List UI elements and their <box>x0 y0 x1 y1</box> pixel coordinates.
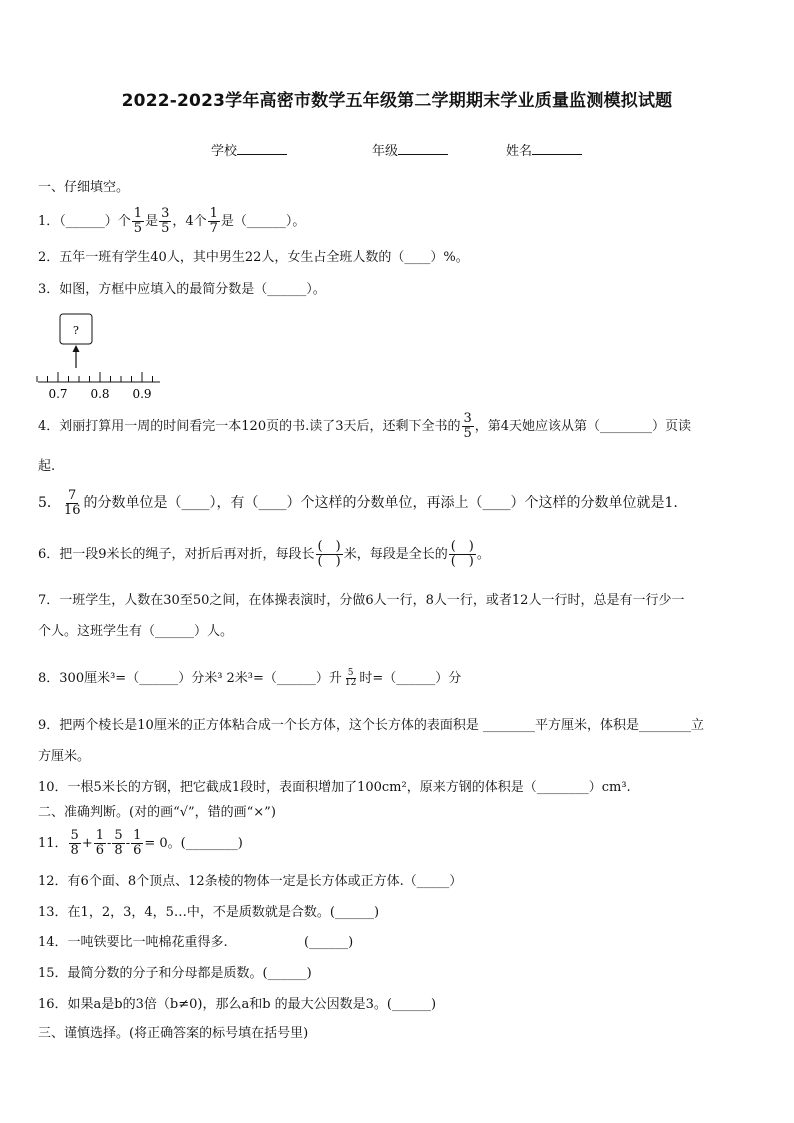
question-7: 7．一班学生，人数在30至50之间，在体操表演时，分做6人一行，8人一行，或者12人一行时，总是有一行少一 <box>38 593 685 608</box>
q11-plus: + <box>81 836 93 851</box>
question-13: 13．在1，2，3，4，5…中，不是质数就是合数。(______) <box>38 905 380 920</box>
q8-fraction: $\frac{5}{12}$ <box>344 668 357 688</box>
name-blank[interactable] <box>532 142 582 155</box>
tick-label-0-8: 0.8 <box>90 387 110 401</box>
q11-minus-1: - <box>107 836 112 851</box>
q11-text-a: 11． <box>38 836 68 851</box>
school-blank[interactable] <box>237 142 287 155</box>
question-7-cont: 个人。这班学生有（______）人。 <box>38 624 234 639</box>
tick-label-0-7: 0.7 <box>48 387 68 401</box>
q4-text-b: ，第4天她应该从第（________）页读 <box>474 419 692 434</box>
tick-label-0-9: 0.9 <box>132 387 152 401</box>
question-15: 15．最简分数的分子和分母都是质数。(______) <box>38 966 312 981</box>
question-9-cont: 方厘米。 <box>38 749 91 764</box>
q1-fraction-2: $\frac{3}{5}$ <box>161 206 170 236</box>
arrow-head-icon <box>73 345 80 352</box>
q6-blank-fraction-2[interactable]: $\frac{( )}{( )}$ <box>450 539 474 569</box>
question-10: 10．一根5米长的方钢，把它截成1段时，表面积增加了100cm²，原来方钢的体积是（________）cm³. <box>38 780 631 795</box>
name-field <box>506 140 582 159</box>
q5-text-a: 5． <box>38 495 61 511</box>
number-line-figure <box>36 312 166 404</box>
question-5 <box>38 486 678 520</box>
question-14 <box>38 934 228 952</box>
section-2-title: 二、准确判断。(对的画“√”，错的画“×”) <box>38 805 276 820</box>
section-3-title: 三、谨慎选择。(将正确答案的标号填在括号里) <box>38 1026 309 1041</box>
school-label: 学校 <box>211 144 238 159</box>
q8-text-b: 时=（______）分 <box>359 671 462 686</box>
question-6 <box>38 537 490 573</box>
question-9: 9．把两个棱长是10厘米的正方体粘合成一个长方体，这个长方体的表面积是 ________平方厘米，体积是________立 <box>38 718 704 733</box>
q11-fraction-4: $\frac{1}{6}$ <box>133 828 142 858</box>
q11-fraction-1: $\frac{5}{8}$ <box>70 828 79 858</box>
q1-text-b: 是 <box>145 214 159 229</box>
grade-blank[interactable] <box>398 142 448 155</box>
q14-text-a: 14．一吨铁要比一吨棉花重得多. <box>38 935 228 950</box>
q4-text-a: 4．刘丽打算用一周的时间看完一本120页的书.读了3天后，还剩下全书的 <box>38 419 461 434</box>
section-1-title: 一、仔细填空。 <box>38 180 130 195</box>
q1-text-a: 1．（______）个 <box>38 214 131 229</box>
q5-fraction: $\frac{7}{16}$ <box>63 487 81 518</box>
q11-minus-2: - <box>125 836 131 851</box>
question-4 <box>38 411 691 443</box>
question-4-cont: 起. <box>38 459 56 474</box>
answer-box-label: ? <box>73 324 79 337</box>
question-16: 16．如果a是b的3倍（b≠0)，那么a和b 的最大公因数是3。(______) <box>38 997 437 1012</box>
minor-ticks <box>37 372 153 382</box>
q4-fraction: $\frac{3}{5}$ <box>463 411 472 441</box>
grade-label: 年级 <box>372 144 399 159</box>
question-11 <box>38 828 243 860</box>
q11-fraction-3: $\frac{5}{8}$ <box>114 828 123 858</box>
q11-text-b: = 0。(________) <box>144 836 243 851</box>
q5-text-b: 的分数单位是（____），有（____）个这样的分数单位，再添上（____）个这样的分数单位就是1. <box>83 495 678 511</box>
q1-text-d: 是（______）。 <box>220 214 306 229</box>
q1-fraction-3: $\frac{1}{7}$ <box>209 206 218 236</box>
question-8 <box>38 666 461 692</box>
question-3: 3．如图，方框中应填入的最简分数是（______）。 <box>38 282 326 297</box>
q6-text-c: 。 <box>476 547 490 562</box>
question-12: 12．有6个面、8个顶点、12条棱的物体一定是长方体或正方体.（_____） <box>38 874 463 889</box>
q1-text-c: ，4个 <box>172 214 207 229</box>
q6-text-b: 米，每段是全长的 <box>343 547 448 562</box>
q11-fraction-2: $\frac{1}{6}$ <box>95 828 105 858</box>
grade-field <box>372 140 448 159</box>
q8-text-a: 8．300厘米³=（______）分米³ 2米³=（______）升 <box>38 671 342 686</box>
q1-fraction-1: $\frac{1}{5}$ <box>133 206 143 236</box>
question-2: 2．五年一班有学生40人，其中男生22人，女生占全班人数的（____）%。 <box>38 250 469 265</box>
school-field <box>211 140 287 159</box>
q6-blank-fraction-1[interactable]: $\frac{( )}{( )}$ <box>317 539 341 569</box>
q6-text-a: 6．把一段9米长的绳子，对折后再对折，每段长 <box>38 547 315 562</box>
question-14-blank[interactable]: (______) <box>304 935 354 950</box>
name-label: 姓名 <box>506 144 533 159</box>
page-title: 2022-2023学年高密市数学五年级第二学期期末学业质量监测模拟试题 <box>121 91 673 111</box>
question-1 <box>38 207 305 237</box>
